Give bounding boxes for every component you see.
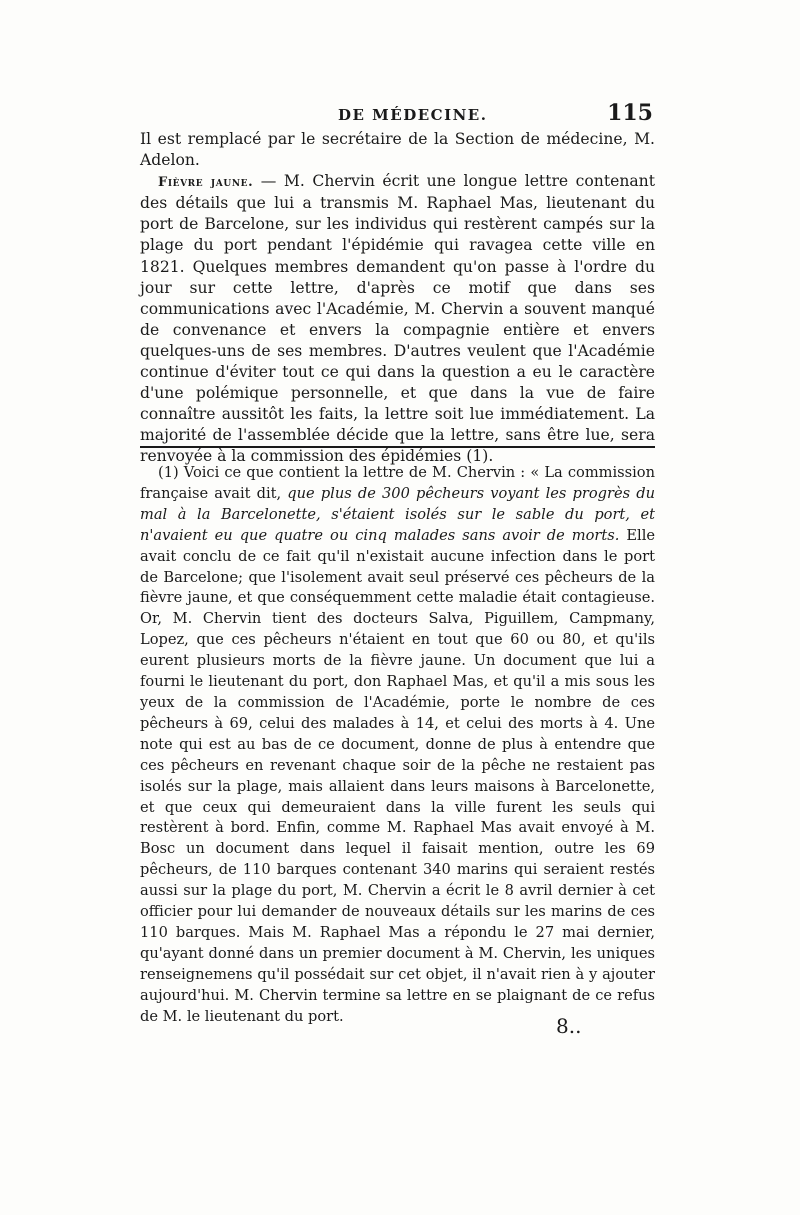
footnote-lead: (1) Voici ce que contient la lettre de M. Chervin : « La commission française avait dit, [140,464,655,502]
section-heading: Fièvre jaune. [158,175,254,191]
main-text [140,129,655,468]
page-header [140,100,655,130]
footnote-paragraph [140,463,655,1027]
page-number: 115 [607,100,653,126]
footnote-quote: que plus de 300 pêcheurs voyant les progrès du mal à la Barcelonette, s'étaient isolés sur le sable du port, et n'avaient eu que quatre ou cinq malades sans avoir de morts. [140,484,655,544]
running-head: DE MÉDECINE. [338,106,488,124]
footnote-separator [140,446,655,448]
footnote-rest: Elle avait conclu de ce fait qu'il n'existait aucune infection dans le port de Barcelone; que l'isolement avait seul préservé ces pêcheurs de la fièvre jaune, et que conséquemment cette maladie était contagieuse. Or, M. Chervin tient des docteurs Salva, Piguillem, Campmany, Lopez, que ces pêcheurs n'étaient en tout que 60 ou 80, et qu'ils eurent plusieurs morts de la fièvre jaune. Un document que lui a fourni le lieutenant du port, don Raphael Mas, et qu'il a mis sous les yeux de la commission de l'Académie, porte le nombre de ces pêcheurs à 69, celui des malades à 14, et celui des morts à 4. Une note qui est au bas de ce document, donne de plus à entendre que ces pêcheurs en revenant chaque soir de la pêche ne restaient pas isolés sur la plage, mais allaient dans leurs maisons à Barcelonette, et que ceux qui demeuraient dans la ville furent les seuls qui restèrent à bord. Enfin, comme M. Raphael Mas avait envoyé à M. Bosc un document dans lequel il faisait mention, outre les 69 pêcheurs, de 110 barques contenant 340 marins qui seraient restés aussi sur la plage du port, M. Chervin a écrit le 8 avril dernier à cet officier pour lui demander de nouveaux détails sur les marins de ces 110 barques. Mais M. Raphael Mas a répondu le 27 mai dernier, qu'ayant donné dans un premier document à M. Chervin, les uniques renseignemens qu'il possédait sur cet objet, il n'avait rien à y ajouter aujourd'hui. M. Chervin termine sa lettre en se plaignant de ce refus de M. le lieutenant du port. [140,526,656,1025]
paragraph-text: — M. Chervin écrit une longue lettre contenant des détails que lui a transmis M. Raphael Mas, lieutenant du port de Barcelone, sur les individus qui restèrent campés sur la plage du port pendant l'épidémie qui ravagea cette ville en 1821. Quelques membres demandent qu'on passe à l'ordre du jour sur cette lettre, d'après ce motif que dans ses communications avec l'Académie, M. Chervin a souvent manqué de convenance et envers la compagnie entière et envers quelques-uns de ses membres. D'autres veulent que l'Académie continue d'éviter tout ce qui dans la question a eu le caractère d'une polémique personnelle, et que dans la vue de faire connaître aussitôt les faits, la lettre soit lue immédiatement. La majorité de l'assemblée décide que la lettre, sans être lue, sera renvoyée à la commission des épidémies (1). [140,172,655,466]
signature-mark: 8.. [556,1014,582,1038]
paragraph-fievre-jaune [140,171,655,467]
footnote [140,463,655,1027]
paragraph-continuation: Il est remplacé par le secrétaire de la Section de médecine, M. Adelon. [140,130,655,170]
